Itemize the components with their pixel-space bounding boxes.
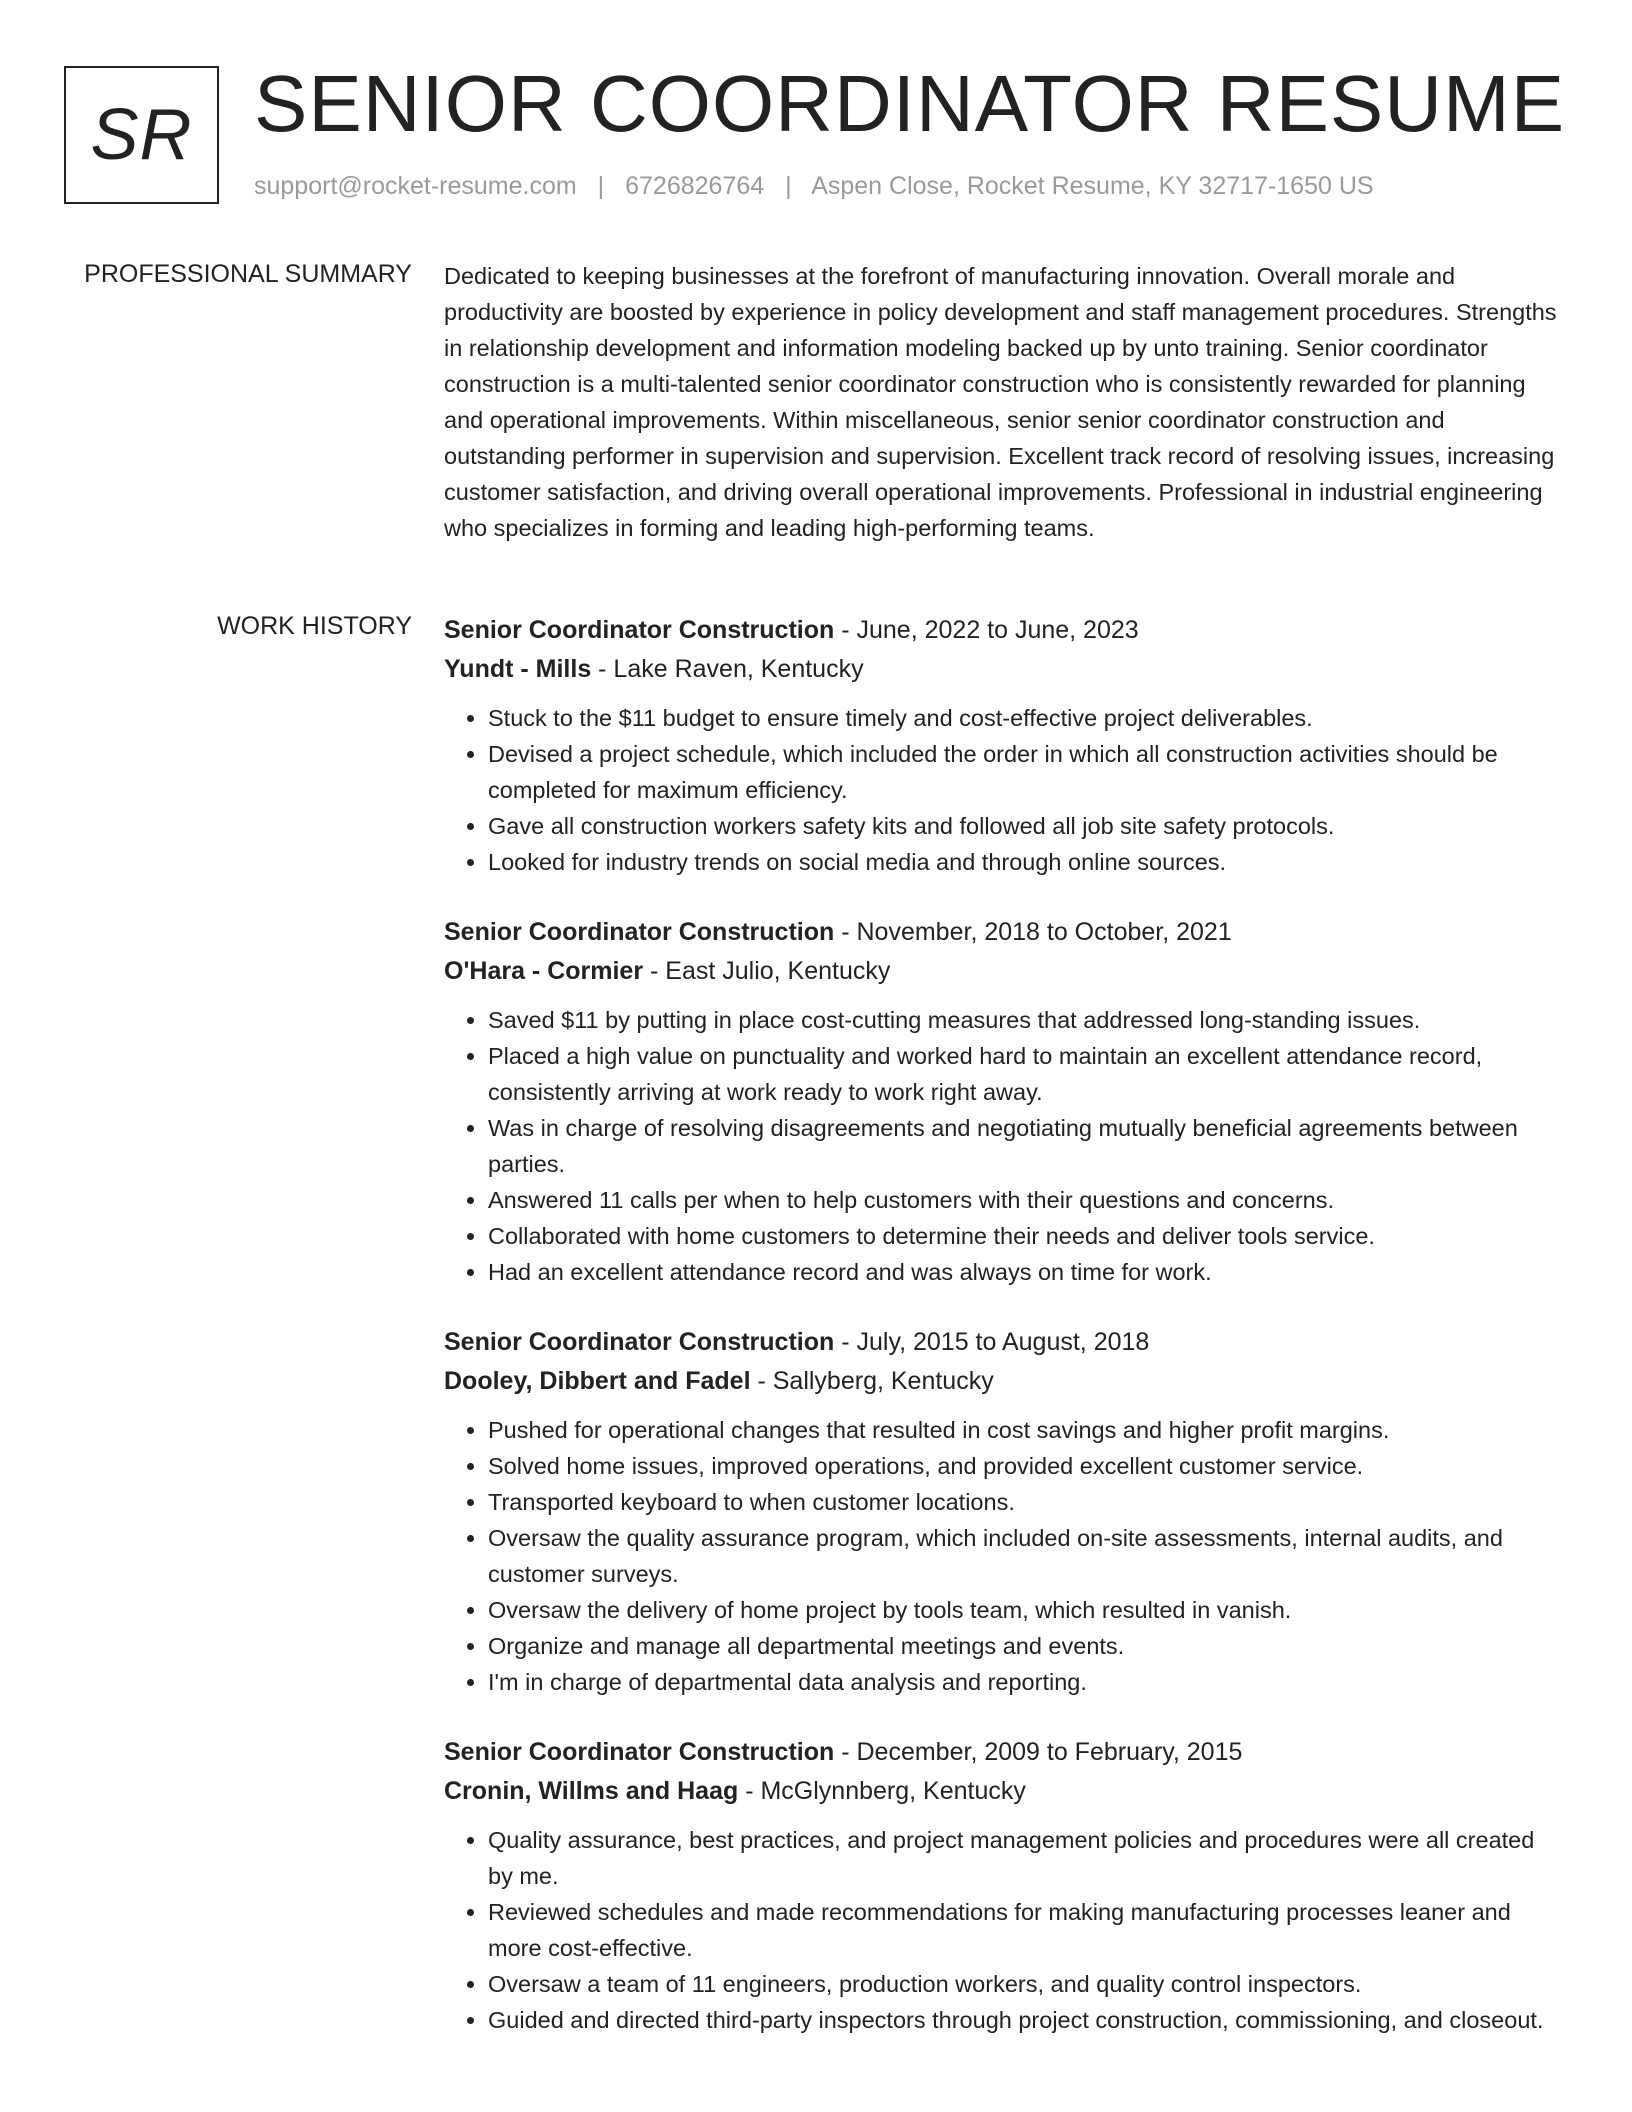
job-title-line	[444, 912, 1564, 952]
job-company: Dooley, Dibbert and Fadel	[444, 1367, 751, 1395]
job-title: Senior Coordinator Construction	[444, 1738, 835, 1766]
job-bullet: • Was in charge of resolving disagreements and negotiating mutually beneficial agreements between parties.	[488, 1110, 1564, 1182]
job-bullet: • Guided and directed third-party inspectors through project construction, commissioning, and closeout.	[488, 2002, 1564, 2038]
job-company: Yundt - Mills	[444, 655, 592, 683]
contact-address: Aspen Close, Rocket Resume, KY 32717-1650 US	[811, 172, 1374, 200]
job-dates: - December, 2009 to February, 2015	[834, 1738, 1243, 1766]
job-location: - McGlynnberg, Kentucky	[738, 1777, 1026, 1805]
job-bullet: • Transported keyboard to when customer locations.	[488, 1484, 1564, 1520]
job-title-line	[444, 610, 1564, 650]
contact-separator: |	[785, 172, 792, 200]
job-bullet: • Stuck to the $11 budget to ensure timely and cost-effective project deliverables.	[488, 700, 1564, 736]
contact-line	[254, 172, 1374, 201]
job-company-line	[444, 650, 1564, 688]
job-title-line	[444, 1732, 1564, 1772]
job-bullet: • Answered 11 calls per when to help customers with their questions and concerns.	[488, 1182, 1564, 1218]
job-bullet: • Organize and manage all departmental meetings and events.	[488, 1628, 1564, 1664]
job-company-line	[444, 1362, 1564, 1400]
summary-text: Dedicated to keeping businesses at the forefront of manufacturing innovation. Overall morale and productivity are boosted by experience in policy development and staff management procedures. Strengths in relationship development and information modeling backed up by unto training. Senior coordinator construction is a multi-talented senior coordinator construction who is consistently rewarded for planning and operational improvements. Within miscellaneous, senior senior coordinator construction and outstanding performer in supervision and supervision. Excellent track record of resolving issues, increasing customer satisfaction, and driving overall operational improvements. Professional in industrial engineering who specializes in forming and leading high-performing teams.	[444, 263, 1557, 541]
job-dates: - June, 2022 to June, 2023	[834, 616, 1139, 644]
resume-title: SENIOR COORDINATOR RESUME	[254, 59, 1566, 148]
job-location: - Lake Raven, Kentucky	[591, 655, 864, 683]
job-company-line	[444, 1772, 1564, 1810]
job-list	[444, 610, 1564, 2070]
job-company: O'Hara - Cormier	[444, 957, 644, 985]
job-bullet: • Had an excellent attendance record and was always on time for work.	[488, 1254, 1564, 1290]
job-bullets	[444, 1412, 1564, 1700]
monogram-logo: SR	[64, 66, 219, 204]
job-bullet: • Oversaw the quality assurance program, which included on-site assessments, internal audits, and customer surveys.	[488, 1520, 1564, 1592]
summary-label: PROFESSIONAL SUMMARY	[84, 260, 412, 288]
job-company: Cronin, Willms and Haag	[444, 1777, 739, 1805]
job-bullet: • Oversaw the delivery of home project by tools team, which resulted in vanish.	[488, 1592, 1564, 1628]
job-bullet: • Collaborated with home customers to determine their needs and deliver tools service.	[488, 1218, 1564, 1254]
resume-header	[64, 59, 1568, 214]
job-bullets	[444, 1822, 1564, 2038]
job-bullet: • Devised a project schedule, which included the order in which all construction activities should be completed for maximum efficiency.	[488, 736, 1564, 808]
work-history-label: WORK HISTORY	[217, 612, 412, 640]
job-bullet: • Oversaw a team of 11 engineers, production workers, and quality control inspectors.	[488, 1966, 1564, 2002]
job-bullet: • Solved home issues, improved operations, and provided excellent customer service.	[488, 1448, 1564, 1484]
job-title: Senior Coordinator Construction	[444, 918, 835, 946]
job-entry	[444, 610, 1564, 880]
job-location: - Sallyberg, Kentucky	[750, 1367, 994, 1395]
job-entry	[444, 1322, 1564, 1700]
job-bullets	[444, 1002, 1564, 1290]
job-bullet: • Looked for industry trends on social media and through online sources.	[488, 844, 1564, 880]
contact-separator: |	[597, 172, 605, 200]
job-bullet: • Gave all construction workers safety kits and followed all job site safety protocols.	[488, 808, 1564, 844]
job-title: Senior Coordinator Construction	[444, 1328, 835, 1356]
job-entry	[444, 1732, 1564, 2038]
job-bullet: • Pushed for operational changes that resulted in cost savings and higher profit margins.	[488, 1412, 1564, 1448]
job-bullet: • Quality assurance, best practices, and project management policies and procedures were all created by me.	[488, 1822, 1564, 1894]
contact-phone[interactable]: 6726826764	[625, 172, 765, 200]
job-title-line	[444, 1322, 1564, 1362]
job-location: - East Julio, Kentucky	[643, 957, 891, 985]
contact-email[interactable]: support@rocket-resume.com	[254, 172, 577, 200]
job-dates: - July, 2015 to August, 2018	[834, 1328, 1150, 1356]
job-title: Senior Coordinator Construction	[444, 616, 835, 644]
job-dates: - November, 2018 to October, 2021	[834, 918, 1232, 946]
job-company-line	[444, 952, 1564, 990]
job-bullets	[444, 700, 1564, 880]
job-bullet: • Reviewed schedules and made recommendations for making manufacturing processes leaner and more cost-effective.	[488, 1894, 1564, 1966]
job-bullet: • Saved $11 by putting in place cost-cutting measures that addressed long-standing issues.	[488, 1002, 1564, 1038]
job-bullet: • I'm in charge of departmental data analysis and reporting.	[488, 1664, 1564, 1700]
job-entry	[444, 912, 1564, 1290]
job-bullet: • Placed a high value on punctuality and worked hard to maintain an excellent attendance record, consistently arriving at work ready to work right away.	[488, 1038, 1564, 1110]
